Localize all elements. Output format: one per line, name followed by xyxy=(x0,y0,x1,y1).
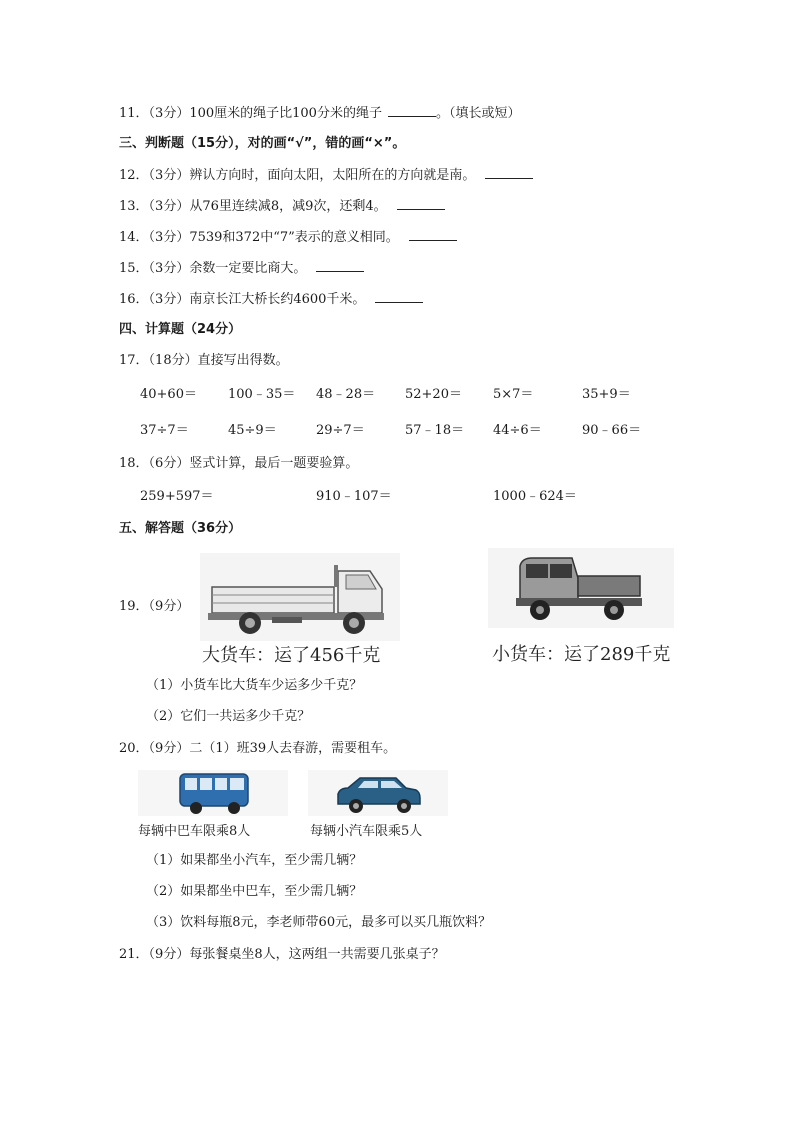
question-20-sub-1: （1）如果都坐小汽车，至少需几辆？ xyxy=(146,853,363,868)
section-5-heading: 五、解答题（36分） xyxy=(119,521,242,536)
section-3-heading: 三、判断题（15分），对的画“√”，错的画“×”。 xyxy=(119,136,406,151)
small-truck-picture xyxy=(488,548,674,664)
minibus-picture xyxy=(138,770,288,842)
calc-item: 29÷7＝ xyxy=(316,423,365,438)
question-19-sub-2: （2）它们一共运多少千克？ xyxy=(146,709,311,724)
question-13: 13．（3分）从76里连续减8，减9次，还剩4。 xyxy=(119,197,445,216)
calc-item: 90﹣66＝ xyxy=(582,423,642,438)
question-11: 11．（3分）100厘米的绳子比100分米的绳子 。（填长或短） xyxy=(119,106,521,121)
calc-item: 35+9＝ xyxy=(582,387,631,402)
small-truck-icon xyxy=(488,548,674,628)
question-17: 17．（18分）直接写出得数。 xyxy=(119,353,289,368)
question-19: 19．（9分） xyxy=(119,599,190,614)
question-20: 20．（9分）二（1）班39人去春游，需要租车。 xyxy=(119,741,397,756)
calc-item: 100﹣35＝ xyxy=(228,387,296,402)
question-15: 15．（3分）余数一定要比商大。 xyxy=(119,259,364,278)
car-caption: 每辆小汽车限乘5人 xyxy=(310,824,423,839)
big-truck-caption: 大货车：运了456千克 xyxy=(202,645,381,666)
calc-item: 1000﹣624＝ xyxy=(493,489,577,504)
calc-item: 45÷9＝ xyxy=(228,423,277,438)
minibus-caption: 每辆中巴车限乘8人 xyxy=(138,824,251,839)
small-truck-caption: 小货车：运了289千克 xyxy=(492,644,671,665)
calc-item: 910﹣107＝ xyxy=(316,489,392,504)
car-icon xyxy=(308,770,448,816)
answer-blank[interactable] xyxy=(485,166,533,179)
question-12: 12．（3分）辨认方向时，面向太阳，太阳所在的方向就是南。 xyxy=(119,166,533,185)
calc-item: 52+20＝ xyxy=(405,387,462,402)
question-20-sub-3: （3）饮料每瓶8元，李老师带60元，最多可以买几瓶饮料？ xyxy=(146,915,492,930)
big-truck-icon xyxy=(200,553,400,641)
calc-item: 48﹣28＝ xyxy=(316,387,376,402)
question-16: 16．（3分）南京长江大桥长约4600千米。 xyxy=(119,290,423,309)
calc-item: 57﹣18＝ xyxy=(405,423,465,438)
calc-item: 259+597＝ xyxy=(140,489,214,504)
question-14: 14．（3分）7539和372中“7”表示的意义相同。 xyxy=(119,228,457,247)
calc-item: 5×7＝ xyxy=(493,387,534,402)
question-18: 18．（6分）竖式计算，最后一题要验算。 xyxy=(119,456,359,471)
answer-blank[interactable] xyxy=(397,197,445,210)
answer-blank[interactable] xyxy=(316,259,364,272)
calc-item: 40+60＝ xyxy=(140,387,197,402)
answer-blank[interactable] xyxy=(375,290,423,303)
question-21: 21．（9分）每张餐桌坐8人，这两组一共需要几张桌子？ xyxy=(119,947,445,962)
big-truck-picture xyxy=(200,553,400,665)
minibus-icon xyxy=(138,770,288,816)
answer-blank[interactable] xyxy=(409,228,457,241)
answer-blank[interactable] xyxy=(388,104,436,117)
car-picture xyxy=(308,770,448,842)
question-20-sub-2: （2）如果都坐中巴车，至少需几辆？ xyxy=(146,884,363,899)
calc-item: 44÷6＝ xyxy=(493,423,542,438)
section-4-heading: 四、计算题（24分） xyxy=(119,322,242,337)
calc-item: 37÷7＝ xyxy=(140,423,189,438)
question-19-sub-1: （1）小货车比大货车少运多少千克？ xyxy=(146,678,363,693)
